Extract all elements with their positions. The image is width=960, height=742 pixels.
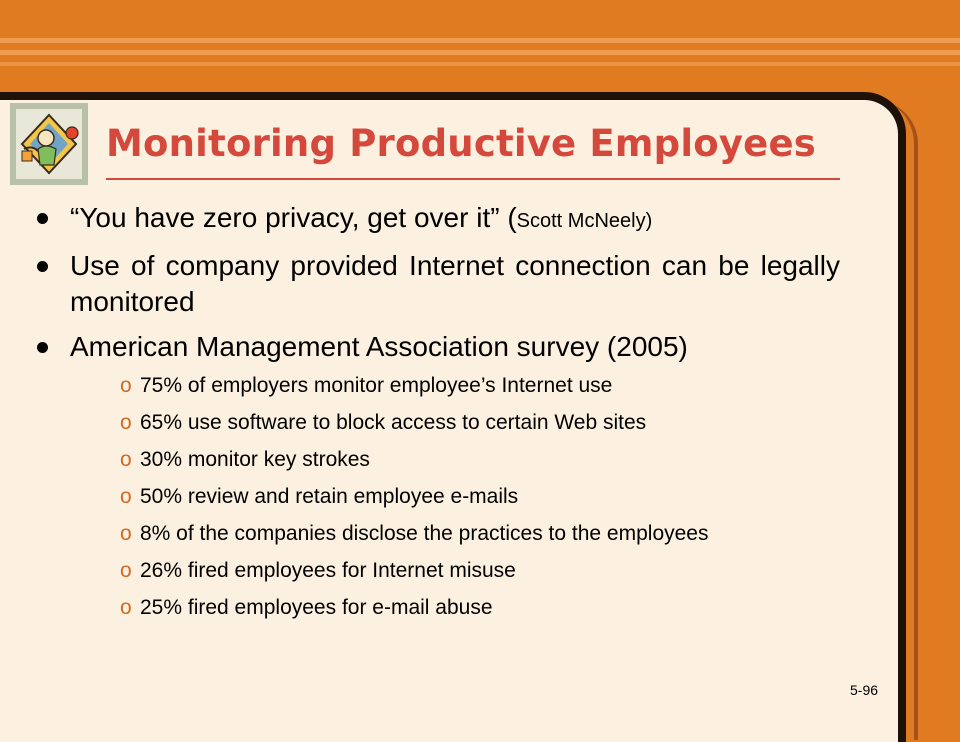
sub-bullet-text: 30% monitor key strokes: [140, 448, 370, 471]
title-underline: [106, 178, 840, 180]
bullet-dot: [37, 261, 48, 272]
sub-bullet-item: [98, 552, 840, 589]
bullet-dot: [37, 342, 48, 353]
slide-title: Monitoring Productive Employees: [106, 122, 816, 165]
sub-bullet-item: [98, 515, 840, 552]
bullet-text: “You have zero privacy, get over it” (: [70, 202, 517, 233]
sub-bullet-text: 8% of the companies disclose the practices to the employees: [140, 522, 709, 545]
top-stripe-2: [0, 50, 960, 55]
bullet-list: [30, 200, 840, 635]
bullet-item-quote: [30, 200, 840, 239]
sub-bullet-text: 26% fired employees for Internet misuse: [140, 559, 516, 582]
sub-bullet-marker: o: [120, 411, 132, 434]
bullet-attribution: Scott McNeely): [516, 210, 653, 232]
sub-bullet-marker: o: [120, 559, 132, 582]
bullet-dot: [37, 213, 48, 224]
sub-bullet-marker: o: [120, 374, 132, 397]
sub-bullet-text: 50% review and retain employee e-mails: [140, 485, 519, 508]
sub-bullet-marker: o: [120, 596, 132, 619]
sub-bullet-list: [98, 367, 840, 626]
sub-bullet-item: [98, 589, 840, 626]
bullet-text: Use of company provided Internet connection can be legally monitored: [70, 250, 840, 317]
sub-bullet-marker: o: [120, 522, 132, 545]
sub-bullet-item: [98, 478, 840, 515]
sub-bullet-marker: o: [120, 448, 132, 471]
bullet-text: American Management Association survey (2005): [70, 331, 688, 362]
top-stripe-3: [0, 62, 960, 66]
bullet-item-survey: [30, 329, 840, 626]
sub-bullet-item: [98, 441, 840, 478]
sub-bullet-text: 75% of employers monitor employee’s Internet use: [140, 374, 613, 397]
bullet-item-monitoring: [30, 248, 840, 320]
sub-bullet-text: 25% fired employees for e-mail abuse: [140, 596, 493, 619]
sub-bullet-marker: o: [120, 485, 132, 508]
sub-bullet-item: [98, 367, 840, 404]
page-number: 5-96: [850, 682, 879, 698]
diamond-figure-logo-icon: [10, 103, 88, 185]
top-stripe-1: [0, 38, 960, 43]
sub-bullet-item: [98, 404, 840, 441]
sub-bullet-text: 65% use software to block access to certain Web sites: [140, 411, 647, 434]
